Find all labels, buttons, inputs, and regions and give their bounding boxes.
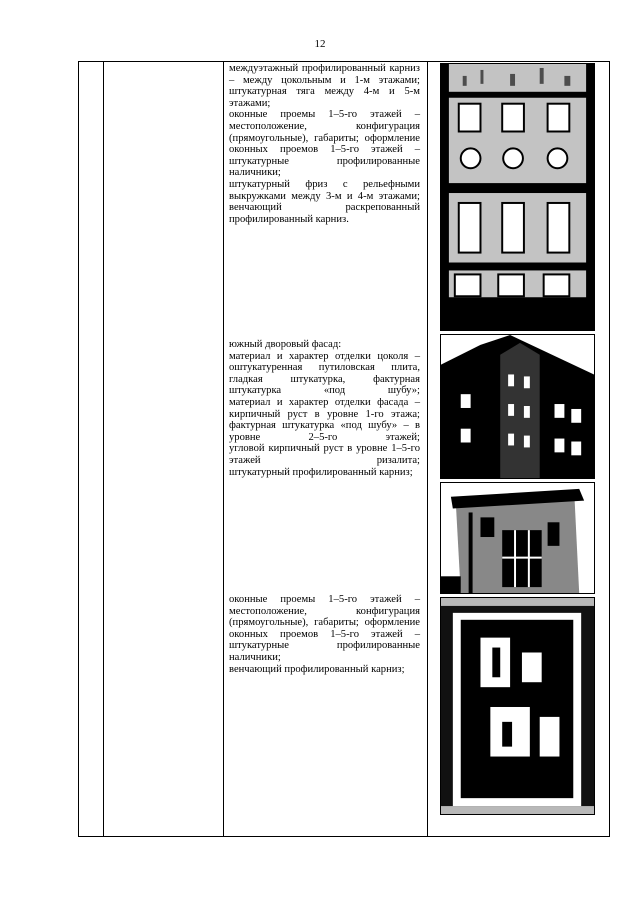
text-line: оконные проемы 1–5-го этажей – местоположение, конфигурация (прямоугольные), габариты; оформление оконных проемов 1–5-го этажей – штукатурные профилированные наличники; [229, 594, 420, 663]
text-line: угловой кирпичный руст в уровне 1–5-го этажей ризалита; [229, 443, 420, 466]
page-number: 12 [314, 38, 326, 50]
text-line: междуэтажный профилированный карниз – между цокольным и 1-м этажами; [229, 63, 420, 86]
facade-photo-4 [440, 597, 595, 815]
facade-photo-2 [440, 334, 595, 479]
column-divider [103, 62, 104, 836]
text-line: южный дворовый фасад: [229, 339, 342, 350]
facade-photo-3 [440, 482, 595, 594]
column-divider [427, 62, 428, 836]
text-line: оконные проемы 1–5-го этажей – местоположение, конфигурация (прямоугольные), габариты; оформление оконных проемов 1–5-го этажей – штукатурные профилированные наличники; [229, 109, 420, 179]
facade-photo-1 [440, 63, 595, 331]
text-line: штукатурный профилированный карниз; [229, 466, 413, 478]
text-line: венчающий профилированный карниз; [229, 663, 405, 675]
column-divider [223, 62, 224, 836]
text-line: штукатурный фриз с рельефными выкружками между 3-м и 4-м этажами; венчающий раскрепованный профилированный карниз. [229, 178, 420, 225]
text-line: материал и характер отделки цоколя – оштукатуренная путиловская плита, гладкая штукатурка, фактурная штукатурка «под шубу»; [229, 350, 420, 397]
text-line: штукатурная тяга между 4-м и 5-м этажами; [229, 86, 420, 109]
description-block-2 [229, 339, 420, 478]
description-block-3 [229, 594, 420, 675]
text-line: материал и характер отделки фасада – кирпичный руст в уровне 1-го этажа; фактурная штукатурка «под шубу» – в уровне 2–5-го этажей; [229, 396, 420, 443]
description-block-1 [229, 63, 420, 225]
